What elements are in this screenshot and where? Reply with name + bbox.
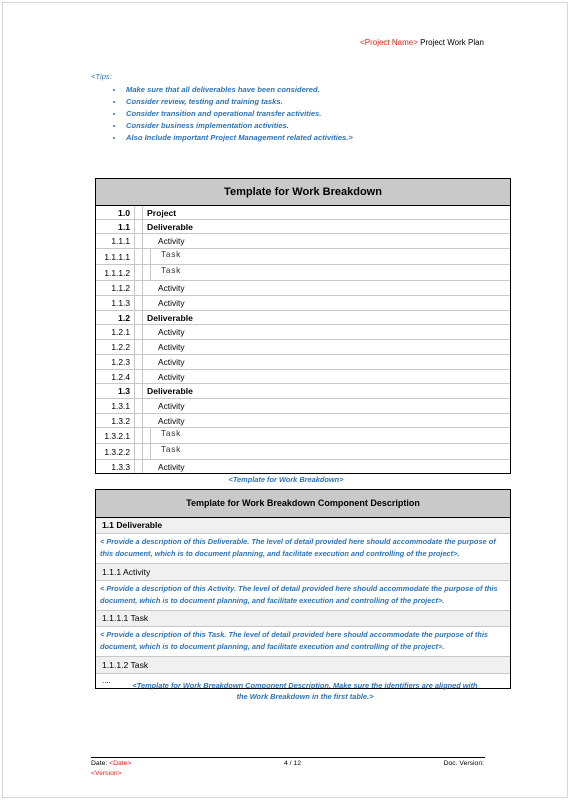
row-label: Activity <box>142 325 510 339</box>
project-name-placeholder: <Project Name> <box>360 38 418 47</box>
work-breakdown-table <box>95 178 511 474</box>
tips-block <box>91 72 353 144</box>
row-number: 1.2.1 <box>111 327 130 337</box>
footer-divider <box>91 757 485 758</box>
row-label: Task <box>150 249 510 264</box>
row-label: Deliverable <box>142 384 510 398</box>
row-number: 1.2 <box>118 312 130 323</box>
table-row <box>96 249 510 265</box>
row-number: 1.2.4 <box>111 371 130 382</box>
section-description: < Provide a description of this Activity. The level of detail provided here should accommodate the purpose of this document, which is to document planning, and facilitate execution and controlling of the project>. <box>96 581 510 611</box>
table-row <box>96 234 510 249</box>
section-heading: 1.1 Deliverable <box>96 518 510 534</box>
table-row <box>96 265 510 281</box>
row-number: 1.1.1.1 <box>104 251 130 262</box>
row-label: Activity <box>142 414 510 427</box>
row-label: Project <box>142 206 510 219</box>
caption-line: the Work Breakdown in the first table.> <box>236 692 374 701</box>
row-number: 1.1.1 <box>111 236 130 246</box>
table-row <box>96 460 510 473</box>
row-number: 1.1.3 <box>111 298 130 308</box>
row-number: 1.3 <box>118 386 130 396</box>
row-label: Activity <box>142 460 510 473</box>
row-label: Task <box>150 265 510 280</box>
row-label: Task <box>150 428 510 443</box>
tip-item: • Also Include important Project Management related activities.> <box>124 132 353 144</box>
row-label: Deliverable <box>142 311 510 324</box>
table-row <box>96 220 510 234</box>
row-label: Activity <box>142 370 510 383</box>
caption-line: <Template for Work Breakdown Component Description. Make sure the identifiers are aligned with <box>132 681 478 690</box>
table-row <box>96 414 510 428</box>
row-label: Activity <box>142 296 510 310</box>
tip-item: • Consider business implementation activities. <box>124 120 353 132</box>
row-number: 1.3.1 <box>111 401 130 411</box>
table-row <box>96 399 510 414</box>
section-heading: 1.1.1 Activity <box>96 564 510 581</box>
tips-list <box>91 84 353 144</box>
row-number: 1.1.2 <box>111 283 130 293</box>
component-description-table <box>95 489 511 689</box>
footer-date-label: Date: <box>91 760 110 767</box>
section-description: < Provide a description of this Deliverable. The level of detail provided here should accommodate the purpose of this document, which is to document planning, and facilitate execution and controlling of the project>. <box>96 534 510 564</box>
row-number: 1.2.2 <box>111 342 130 352</box>
table-row <box>96 428 510 444</box>
work-breakdown-caption: <Template for Work Breakdown> <box>228 475 344 484</box>
work-breakdown-title: Template for Work Breakdown <box>96 179 510 206</box>
row-number: 1.2.3 <box>111 357 130 367</box>
footer-page-number: 4 / 12 <box>283 760 301 767</box>
table-row <box>96 384 510 399</box>
section-description: < Provide a description of this Task. The level of detail provided here should accommodate the purpose of this document, which is to document planning, and facilitate execution and controlling of the project>. <box>96 627 510 657</box>
row-label: Deliverable <box>142 220 510 233</box>
row-label: Activity <box>142 281 510 295</box>
row-number: 1.3.2 <box>111 415 130 426</box>
document-title: Project Work Plan <box>417 38 484 47</box>
table-row <box>96 444 510 460</box>
row-label: Activity <box>142 355 510 369</box>
footer-date-placeholder: <Date> <box>109 760 132 767</box>
row-number: 1.1.1.2 <box>104 267 130 278</box>
section-heading: 1.1.1.1 Task <box>96 611 510 627</box>
component-description-caption <box>0 680 572 702</box>
table-row <box>96 281 510 296</box>
tips-label: <Tips: <box>91 72 112 81</box>
tip-item: • Make sure that all deliverables have been considered. <box>124 84 353 96</box>
tip-item: • Consider transition and operational transfer activities. <box>124 108 353 120</box>
page-header <box>360 38 484 47</box>
ellipsis-row: .... <box>102 676 111 685</box>
table-row <box>96 355 510 370</box>
row-number: 1.3.2.2 <box>104 446 130 457</box>
table-row <box>96 296 510 311</box>
row-label: Activity <box>142 399 510 413</box>
section-heading: 1.1.1.2 Task <box>96 657 510 674</box>
table-row <box>96 340 510 355</box>
table-row <box>96 206 510 220</box>
tip-item: • Consider review, testing and training tasks. <box>124 96 353 108</box>
table-row <box>96 311 510 325</box>
table-row <box>96 325 510 340</box>
footer-version-placeholder: <Version> <box>91 770 122 777</box>
row-number: 1.0 <box>118 207 130 218</box>
row-number: 1.3.2.1 <box>104 430 130 441</box>
component-description-title: Template for Work Breakdown Component Description <box>96 490 510 518</box>
row-number: 1.3.3 <box>111 461 130 472</box>
footer-doc-version: Doc. Version: <box>443 760 484 767</box>
table-row <box>96 370 510 384</box>
row-label: Task <box>150 444 510 459</box>
row-label: Activity <box>142 340 510 354</box>
row-label: Activity <box>142 234 510 248</box>
row-number: 1.1 <box>118 221 130 232</box>
